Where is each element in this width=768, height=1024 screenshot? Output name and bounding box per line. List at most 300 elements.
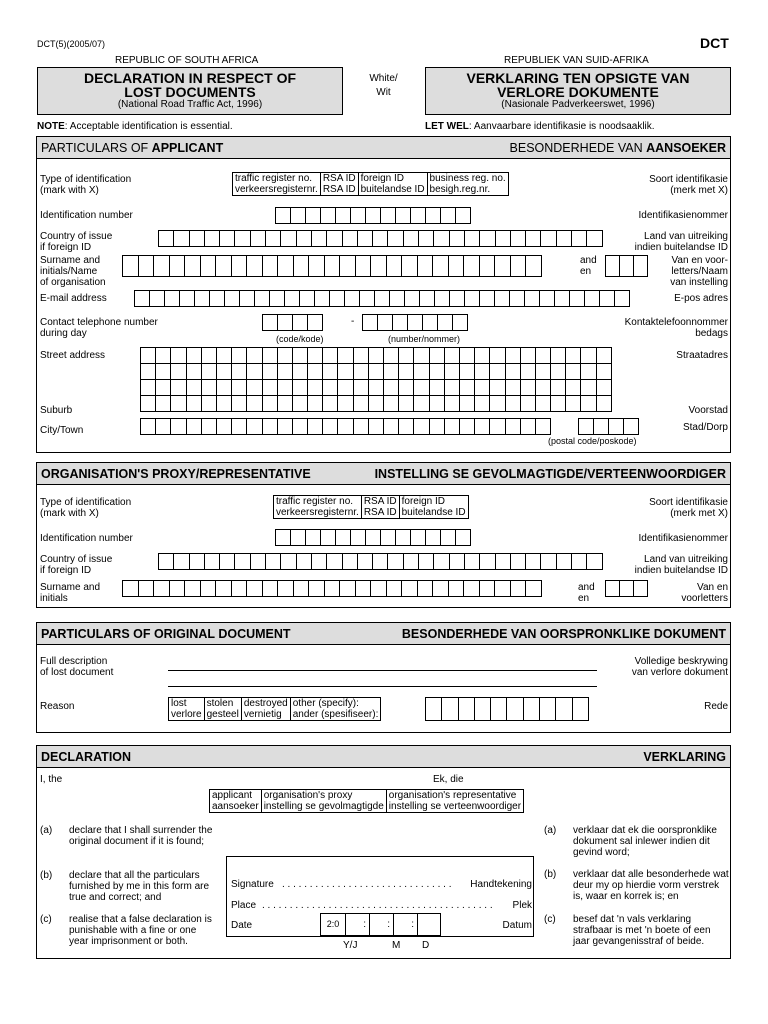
char-box[interactable] bbox=[565, 379, 581, 396]
char-box[interactable] bbox=[489, 395, 505, 412]
char-box[interactable] bbox=[386, 580, 403, 597]
char-box[interactable] bbox=[184, 255, 201, 277]
char-box[interactable] bbox=[633, 580, 648, 597]
char-box[interactable] bbox=[265, 230, 281, 247]
char-box[interactable] bbox=[353, 379, 369, 396]
char-box[interactable] bbox=[429, 395, 445, 412]
char-box[interactable] bbox=[429, 379, 445, 396]
char-box[interactable] bbox=[392, 314, 408, 331]
char-box[interactable] bbox=[565, 363, 581, 380]
char-box[interactable] bbox=[584, 290, 600, 307]
char-box[interactable] bbox=[335, 207, 351, 224]
char-box[interactable] bbox=[479, 255, 496, 277]
char-box[interactable] bbox=[186, 418, 202, 435]
char-box[interactable] bbox=[292, 347, 308, 364]
char-box[interactable] bbox=[413, 395, 429, 412]
char-box[interactable] bbox=[444, 347, 460, 364]
char-box[interactable] bbox=[296, 230, 312, 247]
char-box[interactable] bbox=[554, 290, 570, 307]
char-box[interactable] bbox=[444, 395, 460, 412]
char-box[interactable] bbox=[246, 395, 262, 412]
char-box[interactable] bbox=[250, 553, 266, 570]
char-box[interactable] bbox=[290, 207, 306, 224]
char-box[interactable] bbox=[550, 395, 566, 412]
char-box[interactable] bbox=[292, 363, 308, 380]
char-box[interactable] bbox=[231, 379, 247, 396]
char-box[interactable] bbox=[459, 379, 475, 396]
char-box[interactable] bbox=[380, 529, 396, 546]
char-box[interactable] bbox=[410, 529, 426, 546]
char-box[interactable] bbox=[398, 363, 414, 380]
char-box[interactable] bbox=[571, 553, 587, 570]
char-box[interactable] bbox=[234, 230, 250, 247]
char-box[interactable] bbox=[444, 418, 460, 435]
street-row-1[interactable] bbox=[140, 347, 612, 364]
char-box[interactable] bbox=[593, 418, 609, 435]
char-box[interactable] bbox=[277, 363, 293, 380]
char-box[interactable] bbox=[324, 255, 341, 277]
char-box[interactable] bbox=[505, 363, 521, 380]
char-box[interactable] bbox=[365, 207, 381, 224]
char-box[interactable] bbox=[296, 553, 312, 570]
char-box[interactable] bbox=[275, 207, 291, 224]
char-box[interactable] bbox=[320, 529, 336, 546]
char-box[interactable] bbox=[410, 207, 426, 224]
char-box[interactable] bbox=[490, 697, 507, 721]
char-box[interactable] bbox=[580, 347, 596, 364]
date-year-suffix[interactable]: : bbox=[346, 914, 370, 935]
char-box[interactable] bbox=[494, 255, 511, 277]
char-box[interactable] bbox=[350, 207, 366, 224]
char-box[interactable] bbox=[520, 379, 536, 396]
char-box[interactable] bbox=[231, 580, 248, 597]
char-box[interactable] bbox=[153, 580, 170, 597]
char-box[interactable] bbox=[479, 230, 495, 247]
option-foreign-id[interactable]: foreign ID buitelandse ID bbox=[358, 173, 427, 196]
char-box[interactable] bbox=[434, 290, 450, 307]
char-box[interactable] bbox=[619, 580, 634, 597]
char-box[interactable] bbox=[510, 553, 526, 570]
char-box[interactable] bbox=[284, 290, 300, 307]
char-box[interactable] bbox=[138, 580, 155, 597]
char-box[interactable] bbox=[448, 255, 465, 277]
char-box[interactable] bbox=[623, 418, 639, 435]
char-box[interactable] bbox=[429, 418, 445, 435]
char-box[interactable] bbox=[200, 580, 217, 597]
char-box[interactable] bbox=[580, 395, 596, 412]
char-box[interactable] bbox=[539, 290, 555, 307]
char-box[interactable] bbox=[322, 379, 338, 396]
char-box[interactable] bbox=[305, 207, 321, 224]
char-box[interactable] bbox=[505, 418, 521, 435]
char-box[interactable] bbox=[608, 418, 624, 435]
char-box[interactable] bbox=[572, 697, 589, 721]
char-box[interactable] bbox=[494, 580, 511, 597]
char-box[interactable] bbox=[370, 580, 387, 597]
char-box[interactable] bbox=[342, 553, 358, 570]
char-box[interactable] bbox=[186, 379, 202, 396]
option-destroyed[interactable]: destroyed vernietig bbox=[241, 698, 290, 721]
char-box[interactable] bbox=[380, 207, 396, 224]
applicant-country-boxes[interactable] bbox=[158, 230, 603, 247]
char-box[interactable] bbox=[277, 395, 293, 412]
char-box[interactable] bbox=[140, 363, 156, 380]
char-box[interactable] bbox=[525, 230, 541, 247]
char-box[interactable] bbox=[474, 395, 490, 412]
char-box[interactable] bbox=[474, 379, 490, 396]
char-box[interactable] bbox=[234, 553, 250, 570]
char-box[interactable] bbox=[155, 347, 171, 364]
char-box[interactable] bbox=[231, 347, 247, 364]
char-box[interactable] bbox=[292, 395, 308, 412]
char-box[interactable] bbox=[633, 255, 648, 277]
char-box[interactable] bbox=[324, 580, 341, 597]
char-box[interactable] bbox=[520, 347, 536, 364]
char-box[interactable] bbox=[308, 580, 325, 597]
char-box[interactable] bbox=[262, 363, 278, 380]
proxy-option-traffic-register[interactable]: traffic register no. verkeersregisternr. bbox=[274, 496, 362, 519]
char-box[interactable] bbox=[432, 580, 449, 597]
suburb-row[interactable] bbox=[140, 395, 612, 412]
char-box[interactable] bbox=[474, 418, 490, 435]
char-box[interactable] bbox=[337, 363, 353, 380]
option-lost[interactable]: lost verlore bbox=[169, 698, 205, 721]
char-box[interactable] bbox=[262, 395, 278, 412]
char-box[interactable] bbox=[425, 207, 441, 224]
char-box[interactable] bbox=[463, 580, 480, 597]
char-box[interactable] bbox=[170, 363, 186, 380]
char-box[interactable] bbox=[239, 290, 255, 307]
char-box[interactable] bbox=[246, 255, 263, 277]
char-box[interactable] bbox=[231, 418, 247, 435]
char-box[interactable] bbox=[326, 553, 342, 570]
option-stolen[interactable]: stolen gesteel bbox=[204, 698, 241, 721]
role-representative[interactable]: organisation's representative instelling se verteenwoordiger bbox=[386, 790, 523, 813]
char-box[interactable] bbox=[353, 347, 369, 364]
char-box[interactable] bbox=[403, 230, 419, 247]
char-box[interactable] bbox=[510, 580, 527, 597]
char-box[interactable] bbox=[455, 207, 471, 224]
char-box[interactable] bbox=[535, 395, 551, 412]
char-box[interactable] bbox=[246, 363, 262, 380]
char-box[interactable] bbox=[293, 255, 310, 277]
char-box[interactable] bbox=[155, 363, 171, 380]
char-box[interactable] bbox=[224, 290, 240, 307]
char-box[interactable] bbox=[262, 255, 279, 277]
signature-line[interactable]: . . . . . . . . . . . . . . . . . . . . . . . . . . . . . . . bbox=[282, 879, 452, 890]
char-box[interactable] bbox=[158, 553, 174, 570]
char-box[interactable] bbox=[138, 255, 155, 277]
char-box[interactable] bbox=[216, 395, 232, 412]
char-box[interactable] bbox=[277, 314, 293, 331]
char-box[interactable] bbox=[422, 314, 438, 331]
option-traffic-register[interactable]: traffic register no. verkeersregisternr. bbox=[233, 173, 321, 196]
char-box[interactable] bbox=[556, 230, 572, 247]
char-box[interactable] bbox=[337, 418, 353, 435]
char-box[interactable] bbox=[565, 347, 581, 364]
char-box[interactable] bbox=[474, 347, 490, 364]
char-box[interactable] bbox=[510, 255, 527, 277]
char-box[interactable] bbox=[173, 230, 189, 247]
char-box[interactable] bbox=[122, 255, 139, 277]
char-box[interactable] bbox=[170, 347, 186, 364]
char-box[interactable] bbox=[215, 580, 232, 597]
char-box[interactable] bbox=[231, 395, 247, 412]
char-box[interactable] bbox=[413, 347, 429, 364]
char-box[interactable] bbox=[201, 347, 217, 364]
char-box[interactable] bbox=[216, 363, 232, 380]
char-box[interactable] bbox=[398, 379, 414, 396]
char-box[interactable] bbox=[505, 379, 521, 396]
char-box[interactable] bbox=[489, 418, 505, 435]
char-box[interactable] bbox=[386, 255, 403, 277]
char-box[interactable] bbox=[417, 580, 434, 597]
char-box[interactable] bbox=[494, 290, 510, 307]
char-box[interactable] bbox=[565, 395, 581, 412]
char-box[interactable] bbox=[525, 553, 541, 570]
char-box[interactable] bbox=[204, 553, 220, 570]
char-box[interactable] bbox=[155, 418, 171, 435]
char-box[interactable] bbox=[179, 290, 195, 307]
role-applicant[interactable]: applicant aansoeker bbox=[210, 790, 262, 813]
char-box[interactable] bbox=[275, 529, 291, 546]
char-box[interactable] bbox=[419, 290, 435, 307]
char-box[interactable] bbox=[540, 553, 556, 570]
char-box[interactable] bbox=[407, 314, 423, 331]
char-box[interactable] bbox=[186, 395, 202, 412]
char-box[interactable] bbox=[277, 255, 294, 277]
char-box[interactable] bbox=[383, 395, 399, 412]
char-box[interactable] bbox=[355, 580, 372, 597]
char-box[interactable] bbox=[353, 363, 369, 380]
option-business-reg[interactable]: business reg. no. besigh.reg.nr. bbox=[427, 173, 508, 196]
char-box[interactable] bbox=[550, 363, 566, 380]
char-box[interactable] bbox=[433, 553, 449, 570]
char-box[interactable] bbox=[322, 395, 338, 412]
char-box[interactable] bbox=[201, 418, 217, 435]
char-box[interactable] bbox=[169, 580, 186, 597]
char-box[interactable] bbox=[444, 379, 460, 396]
char-box[interactable] bbox=[329, 290, 345, 307]
applicant-phone-number-boxes[interactable] bbox=[362, 314, 468, 331]
char-box[interactable] bbox=[280, 553, 296, 570]
char-box[interactable] bbox=[170, 395, 186, 412]
char-box[interactable] bbox=[140, 379, 156, 396]
char-box[interactable] bbox=[401, 580, 418, 597]
char-box[interactable] bbox=[201, 363, 217, 380]
char-box[interactable] bbox=[495, 230, 511, 247]
char-box[interactable] bbox=[556, 553, 572, 570]
char-box[interactable] bbox=[464, 553, 480, 570]
char-box[interactable] bbox=[308, 255, 325, 277]
char-box[interactable] bbox=[505, 395, 521, 412]
char-box[interactable] bbox=[599, 290, 615, 307]
char-box[interactable] bbox=[326, 230, 342, 247]
char-box[interactable] bbox=[614, 290, 630, 307]
place-line[interactable]: . . . . . . . . . . . . . . . . . . . . . . . . . . . . . . . . . . . . . . . . . . bbox=[262, 900, 493, 911]
char-box[interactable] bbox=[155, 379, 171, 396]
char-box[interactable] bbox=[605, 255, 620, 277]
char-box[interactable] bbox=[505, 347, 521, 364]
declarant-role-options[interactable] bbox=[209, 789, 524, 813]
char-box[interactable] bbox=[389, 290, 405, 307]
char-box[interactable] bbox=[311, 230, 327, 247]
char-box[interactable] bbox=[265, 553, 281, 570]
char-box[interactable] bbox=[569, 290, 585, 307]
char-box[interactable] bbox=[170, 379, 186, 396]
char-box[interactable] bbox=[204, 230, 220, 247]
char-box[interactable] bbox=[158, 230, 174, 247]
char-box[interactable] bbox=[365, 529, 381, 546]
char-box[interactable] bbox=[337, 395, 353, 412]
char-box[interactable] bbox=[299, 290, 315, 307]
char-box[interactable] bbox=[368, 379, 384, 396]
char-box[interactable] bbox=[262, 314, 278, 331]
char-box[interactable] bbox=[355, 255, 372, 277]
char-box[interactable] bbox=[277, 580, 294, 597]
char-box[interactable] bbox=[403, 553, 419, 570]
char-box[interactable] bbox=[209, 290, 225, 307]
char-box[interactable] bbox=[277, 418, 293, 435]
char-box[interactable] bbox=[535, 418, 551, 435]
char-box[interactable] bbox=[586, 230, 602, 247]
char-box[interactable] bbox=[307, 363, 323, 380]
applicant-surname-boxes[interactable] bbox=[122, 255, 542, 277]
char-box[interactable] bbox=[290, 529, 306, 546]
char-box[interactable] bbox=[269, 290, 285, 307]
char-box[interactable] bbox=[459, 363, 475, 380]
char-box[interactable] bbox=[201, 379, 217, 396]
street-row-3[interactable] bbox=[140, 379, 612, 396]
char-box[interactable] bbox=[189, 553, 205, 570]
date-boxes[interactable] bbox=[320, 913, 441, 936]
option-rsa-id[interactable]: RSA ID RSA ID bbox=[320, 173, 358, 196]
char-box[interactable] bbox=[140, 347, 156, 364]
char-box[interactable] bbox=[413, 363, 429, 380]
char-box[interactable] bbox=[459, 418, 475, 435]
char-box[interactable] bbox=[293, 580, 310, 597]
char-box[interactable] bbox=[320, 207, 336, 224]
char-box[interactable] bbox=[539, 697, 556, 721]
char-box[interactable] bbox=[387, 553, 403, 570]
char-box[interactable] bbox=[254, 290, 270, 307]
applicant-phone-code-boxes[interactable] bbox=[262, 314, 323, 331]
char-box[interactable] bbox=[186, 347, 202, 364]
char-box[interactable] bbox=[395, 529, 411, 546]
street-row-2[interactable] bbox=[140, 363, 612, 380]
char-box[interactable] bbox=[342, 230, 358, 247]
char-box[interactable] bbox=[387, 230, 403, 247]
char-box[interactable] bbox=[262, 418, 278, 435]
char-box[interactable] bbox=[173, 553, 189, 570]
char-box[interactable] bbox=[449, 290, 465, 307]
char-box[interactable] bbox=[535, 363, 551, 380]
char-box[interactable] bbox=[277, 347, 293, 364]
char-box[interactable] bbox=[246, 580, 263, 597]
char-box[interactable] bbox=[170, 418, 186, 435]
char-box[interactable] bbox=[314, 290, 330, 307]
char-box[interactable] bbox=[292, 379, 308, 396]
char-box[interactable] bbox=[307, 347, 323, 364]
postal-code-boxes[interactable] bbox=[578, 418, 639, 435]
char-box[interactable] bbox=[140, 418, 156, 435]
char-box[interactable] bbox=[520, 363, 536, 380]
proxy-country-boxes[interactable] bbox=[158, 553, 603, 570]
char-box[interactable] bbox=[337, 347, 353, 364]
char-box[interactable] bbox=[357, 553, 373, 570]
proxy-initials-boxes[interactable] bbox=[605, 580, 648, 597]
proxy-id-number-boxes[interactable] bbox=[275, 529, 471, 546]
char-box[interactable] bbox=[122, 580, 139, 597]
char-box[interactable] bbox=[495, 553, 511, 570]
char-box[interactable] bbox=[277, 379, 293, 396]
char-box[interactable] bbox=[429, 363, 445, 380]
char-box[interactable] bbox=[383, 347, 399, 364]
char-box[interactable] bbox=[164, 290, 180, 307]
applicant-id-type-options[interactable] bbox=[232, 172, 509, 196]
char-box[interactable] bbox=[449, 553, 465, 570]
char-box[interactable] bbox=[440, 529, 456, 546]
char-box[interactable] bbox=[322, 418, 338, 435]
char-box[interactable] bbox=[395, 207, 411, 224]
char-box[interactable] bbox=[216, 379, 232, 396]
char-box[interactable] bbox=[374, 290, 390, 307]
char-box[interactable] bbox=[383, 379, 399, 396]
char-box[interactable] bbox=[368, 347, 384, 364]
char-box[interactable] bbox=[169, 255, 186, 277]
city-row[interactable] bbox=[140, 418, 551, 435]
char-box[interactable] bbox=[474, 363, 490, 380]
char-box[interactable] bbox=[149, 290, 165, 307]
char-box[interactable] bbox=[619, 255, 634, 277]
char-box[interactable] bbox=[134, 290, 150, 307]
char-box[interactable] bbox=[459, 347, 475, 364]
char-box[interactable] bbox=[525, 580, 542, 597]
char-box[interactable] bbox=[444, 363, 460, 380]
char-box[interactable] bbox=[219, 230, 235, 247]
char-box[interactable] bbox=[509, 290, 525, 307]
char-box[interactable] bbox=[425, 529, 441, 546]
char-box[interactable] bbox=[322, 347, 338, 364]
char-box[interactable] bbox=[580, 379, 596, 396]
description-line-2[interactable] bbox=[168, 686, 597, 687]
char-box[interactable] bbox=[535, 347, 551, 364]
applicant-initials-boxes[interactable] bbox=[605, 255, 648, 277]
char-box[interactable] bbox=[474, 697, 491, 721]
char-box[interactable] bbox=[463, 255, 480, 277]
char-box[interactable] bbox=[335, 529, 351, 546]
char-box[interactable] bbox=[605, 580, 620, 597]
char-box[interactable] bbox=[520, 418, 536, 435]
role-proxy[interactable]: organisation's proxy instelling se gevolmagtigde bbox=[261, 790, 386, 813]
char-box[interactable] bbox=[550, 379, 566, 396]
char-box[interactable] bbox=[464, 290, 480, 307]
char-box[interactable] bbox=[413, 379, 429, 396]
char-box[interactable] bbox=[571, 230, 587, 247]
char-box[interactable] bbox=[357, 230, 373, 247]
char-box[interactable] bbox=[307, 395, 323, 412]
char-box[interactable] bbox=[372, 553, 388, 570]
char-box[interactable] bbox=[401, 255, 418, 277]
proxy-surname-boxes[interactable] bbox=[122, 580, 542, 597]
char-box[interactable] bbox=[596, 379, 612, 396]
char-box[interactable] bbox=[449, 230, 465, 247]
char-box[interactable] bbox=[458, 697, 475, 721]
char-box[interactable] bbox=[535, 379, 551, 396]
char-box[interactable] bbox=[250, 230, 266, 247]
reason-other-boxes[interactable] bbox=[425, 697, 589, 721]
char-box[interactable] bbox=[425, 697, 442, 721]
